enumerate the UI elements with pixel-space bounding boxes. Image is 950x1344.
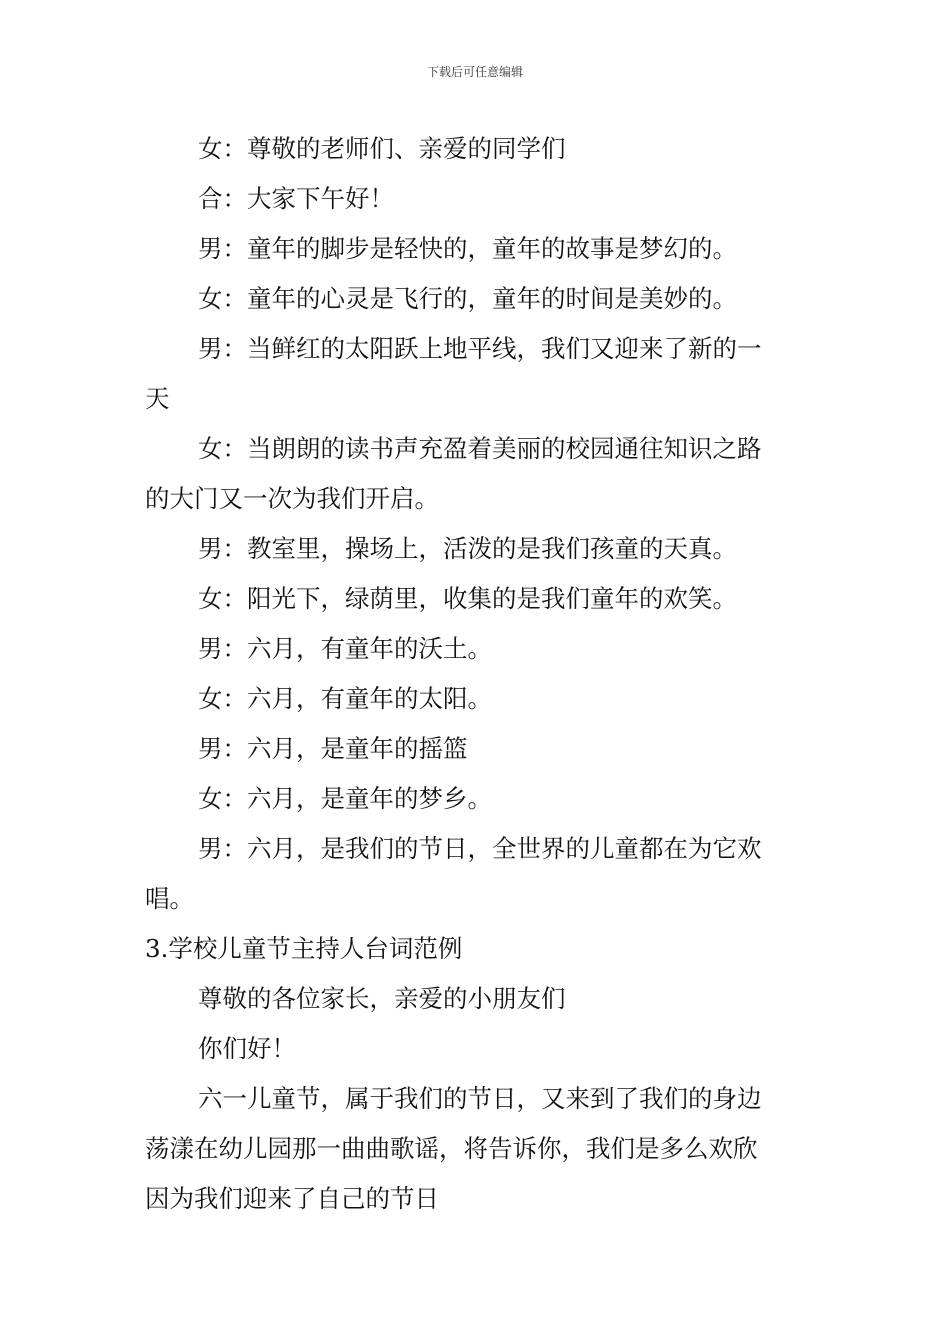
text-line: 你们好！ xyxy=(198,1034,296,1063)
text-line: 荡漾在幼儿园那一曲曲歌谣，将告诉你，我们是多么欢欣 xyxy=(145,1134,758,1163)
page-header: 下载后可任意编辑 xyxy=(426,65,523,79)
text-line: 因为我们迎来了自己的节日 xyxy=(145,1184,439,1213)
text-line: 的大门又一次为我们开启。 xyxy=(145,484,439,513)
text-line: 女：童年的心灵是飞行的，童年的时间是美妙的。 xyxy=(198,284,737,313)
text-line: 男：六月，是我们的节日，全世界的儿童都在为它欢 xyxy=(198,834,762,863)
text-line: 男：童年的脚步是轻快的，童年的故事是梦幻的。 xyxy=(198,234,737,263)
text-line: 唱。 xyxy=(145,884,194,913)
text-line: 女：阳光下，绿荫里，收集的是我们童年的欢笑。 xyxy=(198,584,737,613)
text-line: 男：教室里，操场上，活泼的是我们孩童的天真。 xyxy=(198,534,737,563)
text-line: 尊敬的各位家长，亲爱的小朋友们 xyxy=(198,984,566,1013)
text-line: 女：尊敬的老师们、亲爱的同学们 xyxy=(198,134,566,163)
section-heading: 3.学校儿童节主持人台词范例 xyxy=(145,934,463,963)
text-line: 六一儿童节，属于我们的节日，又来到了我们的身边 xyxy=(198,1084,762,1113)
text-line: 男：当鲜红的太阳跃上地平线，我们又迎来了新的一 xyxy=(198,334,762,363)
text-line: 男：六月，是童年的摇篮 xyxy=(198,734,468,763)
text-line: 男：六月，有童年的沃土。 xyxy=(198,634,492,663)
text-line: 女：六月，是童年的梦乡。 xyxy=(198,784,492,813)
text-line: 合：大家下午好！ xyxy=(198,184,394,213)
text-line: 女：当朗朗的读书声充盈着美丽的校园通往知识之路 xyxy=(198,434,762,463)
text-line: 女：六月，有童年的太阳。 xyxy=(198,684,492,713)
text-line: 天 xyxy=(145,384,170,413)
document-body xyxy=(145,124,810,1224)
